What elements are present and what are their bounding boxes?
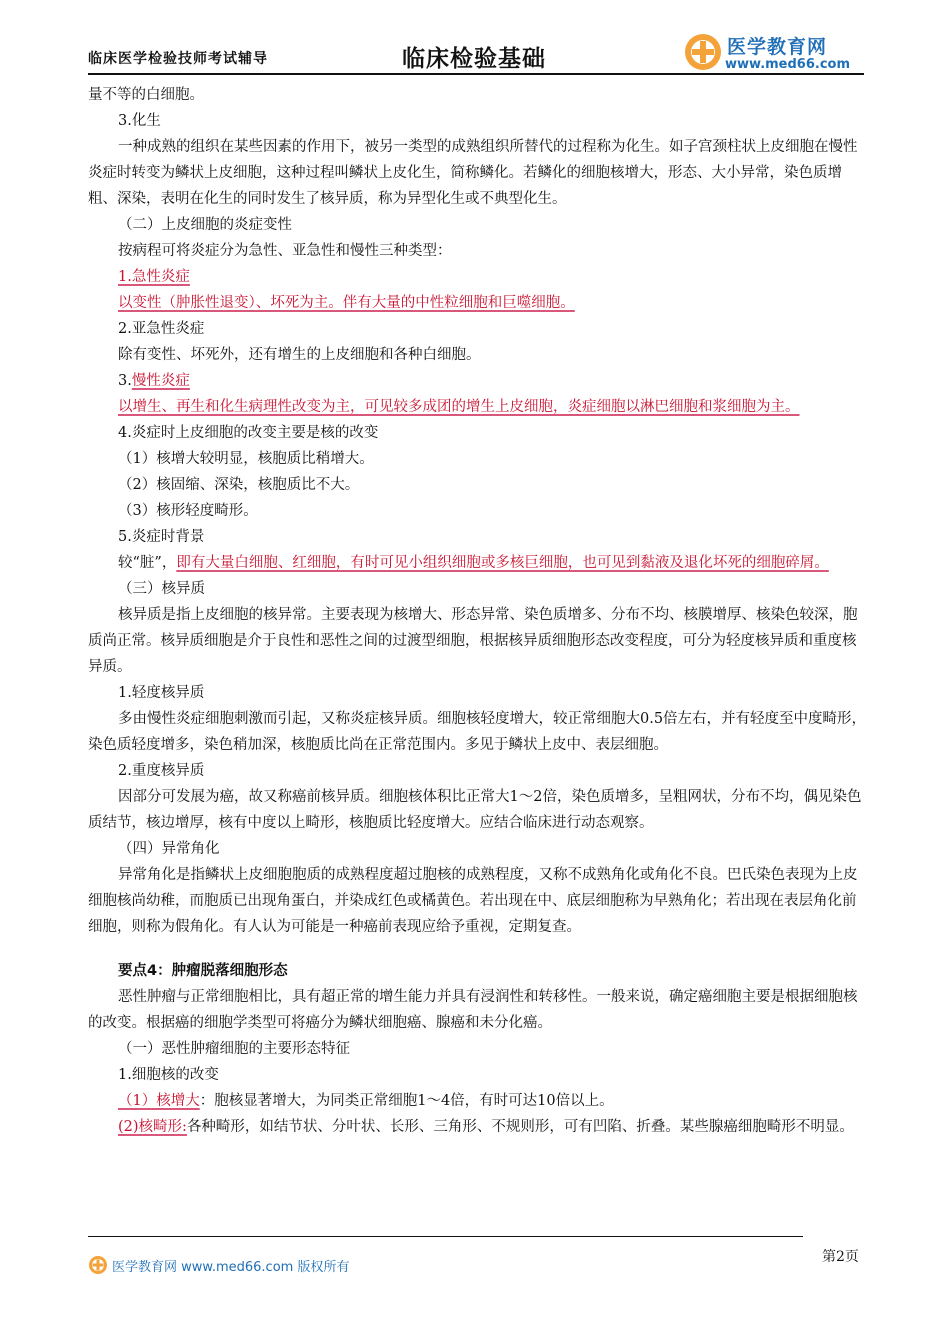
footer-copyright[interactable]: 医学教育网 www.med66.com 版权所有 <box>112 1260 350 1275</box>
section-heading: 4.炎症时上皮细胞的改变主要是核的改变 <box>118 425 379 441</box>
paragraph: 除有变性、坏死外，还有增生的上皮细胞和各种白细胞。 <box>118 347 481 363</box>
highlighted-paragraph <box>88 394 868 420</box>
section-heading: （二）上皮细胞的炎症变性 <box>118 217 292 233</box>
cross-logo-icon <box>683 32 723 72</box>
paragraph: 量不等的白细胞。 <box>88 87 204 103</box>
paragraph: 多由慢性炎症细胞刺激而引起，又称炎症核异质。细胞核轻度增大，较正常细胞大0.5倍左右，并有轻度至中度畸形，染色质轻度增多，染色稍加深，核胞质比尚在正常范围内。多见于鳞状上皮中、表层细胞。 <box>88 711 867 753</box>
highlight-text: 即有大量白细胞、红细胞，有时可见小组织细胞或多核巨细胞，也可见到黏液及退化坏死的细胞碎屑。 <box>176 555 829 571</box>
section-heading: 5.炎症时背景 <box>118 529 205 545</box>
highlight-text: (2)核畸形: <box>118 1119 187 1135</box>
section-heading: （一）恶性肿瘤细胞的主要形态特征 <box>118 1041 350 1057</box>
section-heading: 3.化生 <box>118 113 161 129</box>
list-item: （1）核增大较明显，核胞质比稍增大。 <box>118 451 374 467</box>
paragraph: 按病程可将炎症分为急性、亚急性和慢性三种类型： <box>118 243 452 259</box>
highlight-text: 1.急性炎症 <box>118 269 190 285</box>
highlighted-heading <box>88 264 868 290</box>
header-course-name: 临床医学检验技师考试辅导 <box>88 51 268 67</box>
highlight-text: 慢性炎症 <box>131 373 190 389</box>
paragraph-rest: ：胞核显著增大，为同类正常细胞1～4倍，有时可达10倍以上。 <box>199 1093 614 1109</box>
logo-name: 医学教育网 <box>727 36 828 58</box>
paragraph: 异常角化是指鳞状上皮细胞胞质的成熟程度超过胞核的成熟程度，又称不成熟角化或角化不良。巴氏染色表现为上皮细胞核尚幼稚，而胞质已出现角蛋白，并染成红色或橘黄色。若出现在中、底层细胞称为早熟角化；若出现在表层角化前细胞，则称为假角化。有人认为可能是一种癌前表现应给予重视，定期复查。 <box>88 867 858 935</box>
page-number: 第2页 <box>822 1249 859 1265</box>
key-point-heading: 要点4：肿瘤脱落细胞形态 <box>118 963 288 979</box>
paragraph: 核异质是指上皮细胞的核异常。主要表现为核增大、形态异常、染色质增多、分布不均、核膜增厚、核染色较深，胞质尚正常。核异质细胞是介于良性和恶性之间的过渡型细胞，根据核异质细胞形态改变程度，可分为轻度核异质和重度核异质。 <box>88 607 858 675</box>
site-logo[interactable] <box>683 30 863 76</box>
paragraph <box>88 1114 868 1140</box>
section-heading: 1.细胞核的改变 <box>118 1067 219 1083</box>
logo-url[interactable]: www.med66.com <box>725 57 851 72</box>
section-heading: 1.轻度核异质 <box>118 685 205 701</box>
header-divider <box>88 73 864 75</box>
paragraph: 恶性肿瘤与正常细胞相比，具有超正常的增生能力并具有浸润性和转移性。一般来说，确定癌细胞主要是根据细胞核的改变。根据癌的细胞学类型可将癌分为鳞状细胞癌、腺癌和未分化癌。 <box>88 989 858 1031</box>
paragraph: 因部分可发展为癌，故又称癌前核异质。细胞核体积比正常大1～2倍，染色质增多，呈粗网状，分布不均，偶见染色质结节，核边增厚，核有中度以上畸形，核胞质比轻度增大。应结合临床进行动态观察。 <box>88 789 862 831</box>
cross-logo-icon <box>88 1255 108 1275</box>
highlight-text: 以变性（肿胀性退变）、坏死为主。伴有大量的中性粒细胞和巨噬细胞。 <box>118 295 575 311</box>
highlighted-heading <box>88 368 868 394</box>
footer-divider <box>88 1236 803 1237</box>
list-item: （2）核固缩、深染，核胞质比不大。 <box>118 477 360 493</box>
page-title: 临床检验基础 <box>402 46 546 72</box>
section-heading: （三）核异质 <box>118 581 205 597</box>
spacer <box>88 940 868 958</box>
heading-prefix: 3. <box>118 373 132 389</box>
paragraph <box>88 1088 868 1114</box>
paragraph-rest: 各种畸形，如结节状、分叶状、长形、三角形、不规则形，可有凹陷、折叠。某些腺癌细胞畸形不明显。 <box>186 1119 854 1135</box>
paragraph-prefix: 较“脏”， <box>118 555 177 571</box>
paragraph <box>88 550 868 576</box>
document-body <box>88 82 868 1140</box>
list-item: （3）核形轻度畸形。 <box>118 503 258 519</box>
highlighted-paragraph <box>88 290 868 316</box>
section-heading: 2.重度核异质 <box>118 763 205 779</box>
section-heading: 2.亚急性炎症 <box>118 321 205 337</box>
highlight-text: （1）核增大 <box>118 1093 200 1109</box>
section-heading: （四）异常角化 <box>118 841 220 857</box>
highlight-text: 以增生、再生和化生病理性改变为主，可见较多成团的增生上皮细胞，炎症细胞以淋巴细胞和浆细胞为主。 <box>118 399 800 415</box>
paragraph: 一种成熟的组织在某些因素的作用下，被另一类型的成熟组织所替代的过程称为化生。如子宫颈柱状上皮细胞在慢性炎症时转变为鳞状上皮细胞，这种过程叫鳞状上皮化生，简称鳞化。若鳞化的细胞核增大，形态、大小异常，染色质增粗、深染，表明在化生的同时发生了核异质，称为异型化生或不典型化生。 <box>88 139 858 207</box>
